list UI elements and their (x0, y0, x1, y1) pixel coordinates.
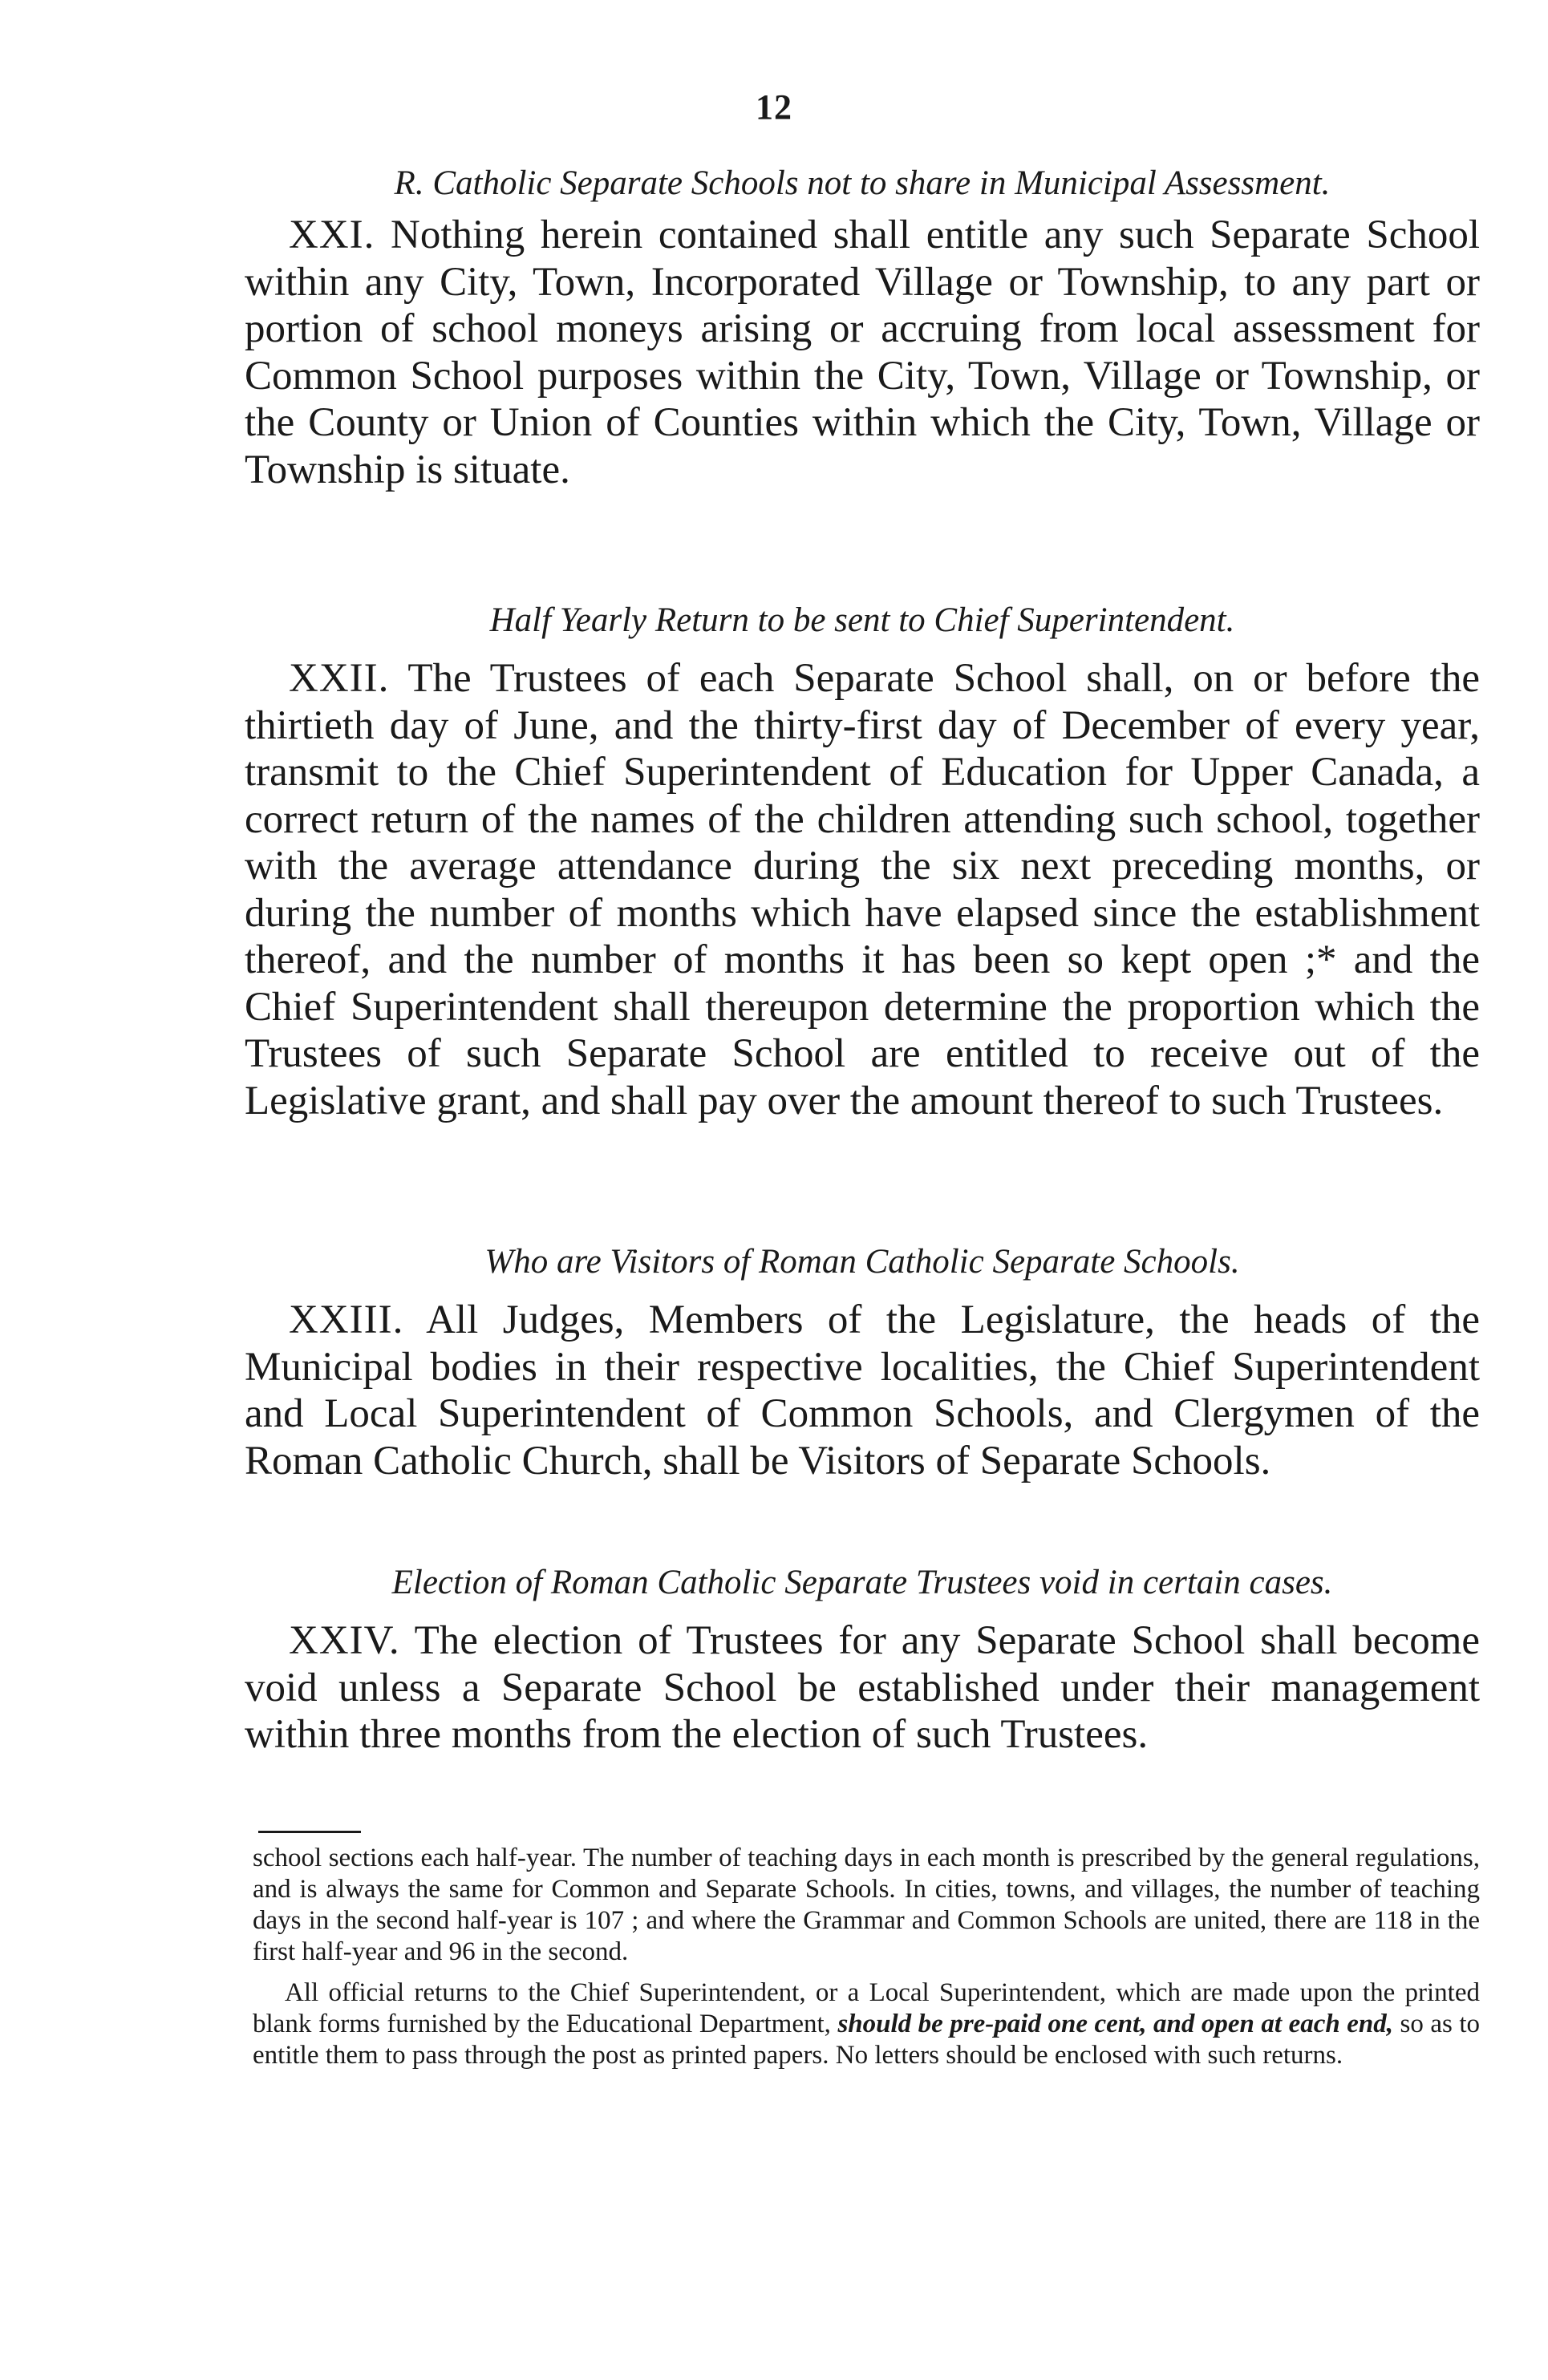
section-heading: R. Catholic Separate Schools not to share in Municipal Assessment. (394, 164, 1331, 202)
footnote-emphasis: should be pre-paid one cent, and open at each end, (837, 2010, 1393, 2038)
footnotes (253, 1843, 1480, 2071)
section-heading: Half Yearly Return to be sent to Chief Superintendent. (489, 601, 1235, 639)
section-xxii (245, 597, 1480, 1124)
footnote-text: so as to entitle them to pass through the post as printed papers. No letters should be enclosed with such returns. (253, 2010, 1481, 2070)
section-heading: Election of Roman Catholic Separate Trustees void in certain cases. (391, 1564, 1333, 1601)
section-paragraph (245, 655, 1480, 1124)
section-xxiv (245, 1560, 1480, 1759)
section-xxi (245, 160, 1480, 493)
section-xxiii (245, 1239, 1480, 1484)
footnote-rule (258, 1831, 361, 1833)
section-number: XXII. (289, 656, 390, 701)
section-text: The election of Trustees for any Separate School shall become void unless a Separate School be established under their management within three months from the election of such Trustees. (245, 1618, 1480, 1757)
section-paragraph (245, 1297, 1480, 1484)
footnote-official-returns (253, 1977, 1480, 2071)
section-text: The Trustees of each Separate School shall, on or before the thirtieth day of June, and the thirty-first day of December of every year, transmit to the Chief Superintendent of Education for Upper Canada, a correct return of the names of the children attending such school, together with the average attendance during the six next preceding months, or during the number of months which have elapsed since the establishment thereof, and the number of months it has been so kept open ;* and the Chief Superintendent shall thereupon determine the proportion which the Trustees of such Separate School are entitled to receive out of the Legislative grant, and shall pay over the amount thereof to such Trustees. (245, 656, 1480, 1123)
section-text: All Judges, Members of the Legislature, the heads of the Municipal bodies in their respective localities, the Chief Superintendent and Local Superintendent of Common Schools, and Clergymen of the Roman Catholic Church, shall be Visitors of Separate Schools. (245, 1297, 1481, 1483)
section-paragraph (245, 1617, 1480, 1759)
section-number: XXIV. (289, 1618, 400, 1663)
section-number: XXI. (289, 212, 375, 257)
footnote-continuation: school sections each half-year. The number of teaching days in each month is prescribed by the general regulations, and is always the same for Common and Separate Schools. In cities, towns, and villages, the number of teaching days in the second half-year is 107 ; and where the Grammar and Common Schools are united, there are 118 in the first half-year and 96 in the second. (253, 1844, 1480, 1966)
section-text: Nothing herein contained shall entitle any such Separate School within any City, Town, Incorporated Village or Township, to any part or portion of school moneys arising or accruing from local assessment for Common School purposes within the City, Town, Village or Township, or the County or Union of Counties within which the City, Town, Village or Township is situate. (245, 212, 1480, 492)
section-paragraph (245, 212, 1480, 493)
page-number: 12 (756, 87, 792, 127)
footnote-text: All official returns to the Chief Superintendent, or a Local Superintendent, which are made upon the printed blank forms furnished by the Educational Department, (253, 1978, 1480, 2038)
section-number: XXIII. (289, 1297, 404, 1342)
section-heading: Who are Visitors of Roman Catholic Separate Schools. (484, 1243, 1240, 1281)
